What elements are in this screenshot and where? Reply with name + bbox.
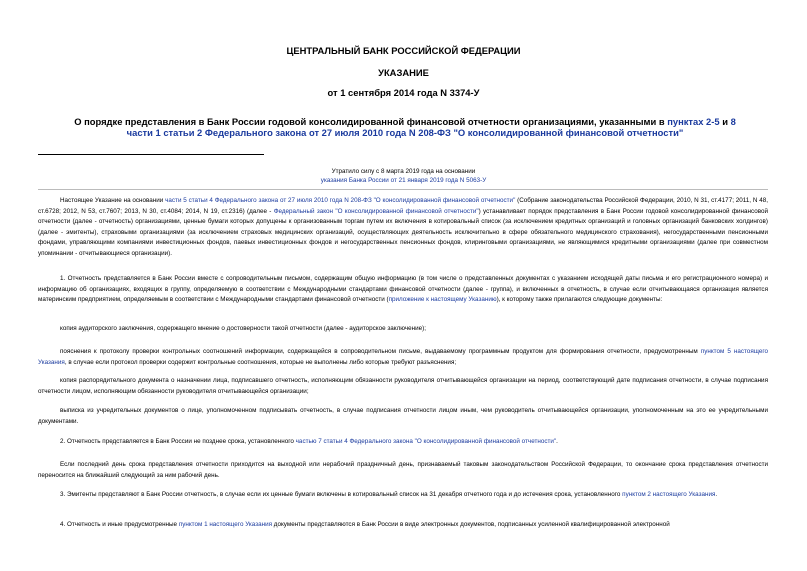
paragraph-3: 3. Эмитенты представляют в Банк России отчетность, в случае если их ценные бумаги включены в котировальный список на 31 декабря отчетного года и до истечения срока, установленного пунктом 2 настоящего Указания. (60, 491, 718, 498)
link-appendix[interactable]: приложение к настоящему Указанию (388, 296, 497, 303)
paragraph-protocol: пояснения к протоколу проверки контрольных соотношений информации, содержащейся в сопроводительном письме, выдаваемому программным продуктом для формирования отчетности, предусмотренным пунктом 5 настоящего Указания, в случае если протокол проверки содержит контрольные соотношения, которые не выполнены либо которые требуют разъяснения; (38, 348, 768, 366)
link-federal-law[interactable]: Федеральный закон "О консолидированной финансовой отчетности" (273, 207, 479, 215)
paragraph-order-copy: копия распорядительного документа о назначении лица, подписавшего отчетность, исполняющим обязанности руководителя отчитывающейся организации на период, соответствующий дате подписания отчетности, в случае подписания отчетности лицом, исполняющим обязанности руководителя отчитывающейся организации; (38, 377, 768, 395)
title-link-points[interactable]: пунктах 2-5 (667, 116, 720, 127)
paragraph-1: 1. Отчетность представляется в Банк России вместе с сопроводительным письмом, содержащим общую информацию (в том числе о представленных документах с указанием исходящей даты письма и его регистрационного номера) и информацию об организациях, входящих в группу, определяемую в соответствии с Международными стандартами финансовой отчетности (далее - группа), и включенных в отчетность, в случае если отчитывающаяся организация является материнским предприятием, определяемым в соответствии с Международными стандартами финансовой отчетности (приложение к настоящему Указанию), к которому также прилагаются следующие документы: (38, 275, 768, 303)
paragraph-4: 4. Отчетность и иные предусмотренные пунктом 1 настоящего Указания документы представляются в Банк России в виде электронных документов, подписанных усиленной квалифицированной электронной (60, 521, 670, 528)
header-org: ЦЕНТРАЛЬНЫЙ БАНК РОССИЙСКОЙ ФЕДЕРАЦИИ (286, 45, 521, 56)
document-title (60, 116, 750, 138)
paragraph-2: 2. Отчетность представляется в Банк России не позднее срока, установленного частью 7 статьи 4 Федерального закона "О консолидированной финансовой отчетности". (60, 438, 558, 445)
title-text-1: О порядке представления в Банк России годовой консолидированной финансовой отчетности организациями, указанными в (74, 116, 668, 127)
repeal-note-link[interactable]: указания Банка России от 21 января 2019 года N 5063-У (320, 177, 487, 184)
link-law-part5[interactable]: части 5 статьи 4 Федерального закона от 27 июля 2010 года N 208-ФЗ "О консолидированной финансовой отчетности" (165, 197, 516, 204)
separator-full (38, 189, 768, 190)
paragraph-preamble: Настоящее Указание на основании части 5 статьи 4 Федерального закона от 27 июля 2010 года N 208-ФЗ "О консолидированной финансовой отчетности" (Собрание законодательства Российской Федерации, 2010, N 31, ст.4177; 2011, N 48, ст.6728; 2012, N 53, ст.7607; 2013, N 30, ст.4084; 2014, N 19, ст.2316) (далее - Федеральный закон "О консолидированной финансовой отчетности") устанавливает порядок представления в Банк России годовой консолидированной финансовой отчетности (далее - отчетность) организациями, ценные бумаги которых допущены к организованным торгам путем их включения в котировальный список (за исключением кредитных организаций и головных организаций банковских холдингов) (далее - эмитенты), страховыми организациями (за исключением страховых медицинских организаций, осуществляющих деятельность исключительно в сфере обязательного медицинского страхования), негосударственными пенсионными фондами, управляющими компаниями инвестиционных фондов, паевых инвестиционных фондов и негосударственных пенсионных фондов, клиринговыми организациями, не являющимися кредитными организациями (далее при совместном упоминании - отчитывающиеся организации). (38, 197, 768, 257)
separator-top (38, 154, 264, 155)
header-doctype: УКАЗАНИЕ (378, 67, 429, 78)
link-point2[interactable]: пунктом 2 настоящего Указания (622, 491, 716, 498)
link-point1[interactable]: пунктом 1 настоящего Указания (178, 521, 273, 528)
paragraph-extract: выписка из учредительных документов о лице, уполномоченном подписывать отчетность, в случае подписания отчетности лицом иным, чем руководитель отчитывающейся организации, уполномоченным на это ее учредительными документами. (38, 407, 768, 425)
paragraph-deadline: Если последний день срока представления отчетности приходится на выходной или нерабочий праздничный день, признаваемый таковым законодательством Российской Федерации, то окончание срока представления отчетности переносится на ближайший следующий за ним рабочий день. (38, 461, 768, 479)
title-link-law[interactable]: 8 части 1 статьи 2 Федерального закона от 27 июля 2010 года N 208-ФЗ "О консолидированной финансовой отчетности" (126, 116, 736, 138)
link-part7[interactable]: частью 7 статьи 4 Федерального закона "О консолидированной финансовой отчетности" (295, 438, 557, 445)
paragraph-audit-copy: копия аудиторского заключения, содержащего мнение о достоверности такой отчетности (далее - аудиторское заключение); (60, 325, 426, 332)
title-text-2: и (719, 116, 731, 127)
repeal-note: Утратило силу с 8 марта 2019 года на основании (331, 168, 476, 175)
header-date: от 1 сентября 2014 года N 3374-У (327, 87, 480, 98)
link-point5[interactable]: пунктом 5 настоящего Указания (38, 348, 768, 366)
